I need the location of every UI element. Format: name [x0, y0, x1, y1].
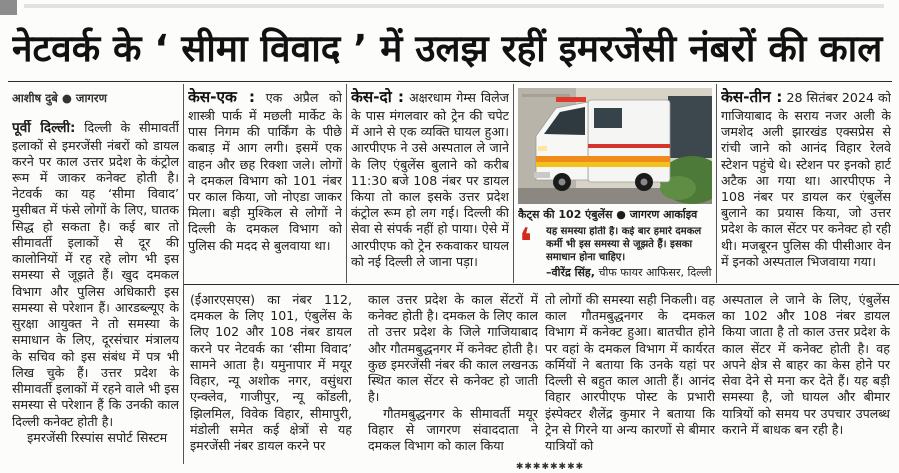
headline: नेटवर्क के ‘ सीमा विवाद ’ में उलझ रहीं इमरजेंसी नंबरों की काल: [12, 27, 883, 70]
case-two-text: अक्षरधाम गेम्स विलेज के पास मंगलवार को ट्रेन की चपेट में आने से एक व्यक्ति घायल हुआ। आरपीएफ ने उसे अस्पताल ले जाने के लिए एंबुलेंस बुलाने को करीब 11:30 बजे 108 नंबर पर डायल किया तो काल इसके उत्तर प्रदेश कंट्रोल रूम हो लग गई। दिल्ली की सेवा से संपर्क नहीं हो पाया। ऐसे में आरपीएफ को ट्रेन रुकवाकर घायल को नई दिल्ली ले जाना पड़ा।: [351, 90, 509, 269]
intro-column: [12, 120, 179, 462]
quote-author-role: चीफ फायर आफिसर, दिल्ली: [598, 266, 712, 279]
body-column-1: [190, 292, 352, 462]
case-divider: [513, 84, 514, 283]
ambulance-photo: [518, 88, 712, 204]
case-two-paragraph: [351, 88, 509, 270]
quote-text: यह समस्या होती है। कई बार हमारे दमकल कर्मी भी इस समस्या से जूझते हैं। इसका समाधान होना चाहिए।: [546, 226, 702, 263]
intro-continuation: इमरजेंसी रिस्पांस सपोर्ट सिस्टम: [27, 429, 168, 445]
quote-mark-icon: ❛: [519, 222, 533, 262]
intro-paragraph: [12, 120, 179, 430]
photo-shutter-line: [522, 94, 570, 97]
page-corner-marker: [0, 0, 17, 15]
body-column-3: [545, 292, 715, 462]
top-strip: [24, 4, 884, 8]
ambulance-front-hub: [559, 179, 566, 186]
case-divider: [346, 84, 347, 283]
ambulance-bumper: [534, 172, 550, 178]
body-paragraph: अस्पताल ले जाने के लिए, एंबुलेंस का 102 और 108 नंबर डायल किया जाता है तो काल उत्तर प्रदेश के काल सेंटर में कनेक्ट होती है। वह अपने क्षेत्र से बाहर का केस होने पर सेवा देने से मना कर देते हैं। यह बड़ी समस्या है, जो घायल और बीमार यात्रियों को समय पर उपचार उपलब्ध कराने में बाधक बन रही है।: [722, 292, 890, 437]
dateline: पूर्वी दिल्ली:: [12, 120, 76, 136]
body-column-2: [368, 292, 538, 462]
body-paragraph: तो लोगों की समस्या सही निकली। वह काल गौतमबुद्धनगर के दमकल विभाग में कनेक्ट हुआ। बातचीत होने पर वहां के दमकल विभाग में कार्यरत कर्मियों ने बताया कि उनके यहां पर दिल्ली से बहुत काल आती हैं। आनंद विहार आरपीएफ पोस्ट के प्रभारी इंस्पेक्टर शैलेंद्र कुमार ने बताया कि ट्रेन से गिरने या अन्य कारणों से बीमार यात्रियों को: [545, 292, 715, 454]
ambulance-light-bar: [556, 97, 586, 102]
quote-author: –वीरेंद्र सिंह,: [546, 266, 595, 279]
ambulance-rear-hub: [641, 179, 648, 186]
case-three-paragraph: [721, 88, 891, 270]
photo-dark-window: [668, 96, 712, 158]
case-divider: [716, 84, 717, 283]
body-column-4: [722, 292, 890, 462]
column-divider: [183, 84, 184, 464]
ambulance-side-window: [594, 108, 622, 128]
body-paragraph: काल उत्तर प्रदेश के काल सेंटरों में कनेक्ट होती है। दमकल के लिए काल तो उत्तर प्रदेश के जिले गाजियाबाद और गौतमबुद्धनगर में कनेक्ट होती है। कुछ इमरजेंसी नंबर की काल लखनऊ स्थित काल सेंटर से कनेक्ट हो जाती है।: [368, 292, 538, 405]
ambulance-yellow-stripe: [536, 162, 670, 167]
case-two-label: केस-दो :: [351, 88, 405, 106]
case-two-box: [351, 88, 509, 280]
cases-bottom-rule: [184, 284, 899, 285]
intro-body: दिल्ली के सीमावर्ती इलाकों से इमरजेंसी नंबरों को डायल करने पर काल उत्तर प्रदेश के कंट्रोल रूम में जाकर कनेक्ट होती है। नेटवर्क का यह ‘सीमा विवाद’ मुसीबत में फंसे लोगों के लिए, घातक सिद्ध हो सकता है। कई बार तो सीमावर्ती इलाकों से दूर की कालोनियों में रह रहे लोग भी इस समस्या से जूझते हैं। खुद दमकल विभाग और पुलिस अधिकारी इस समस्या से परेशान हैं। आरडब्ल्यूए के सुरक्षा आयुक्त ने तो समस्या के समाधान के लिए, दूरसंचार मंत्रालय के सचिव को इस संबंध में पत्र भी लिख चुके हैं। उत्तर प्रदेश के सीमावर्ती इलाकों में रहने वाले भी इस समस्या से परेशान हैं कि उनकी काल दिल्ली कनेक्ट होती है।: [12, 120, 179, 429]
body-paragraph: (ईआरएसएस) का नंबर 112, दमकल के लिए 101, एंबुलेंस के लिए 102 और 108 नंबर डायल करने पर नेटवर्क का ‘सीमा विवाद’ सामने आता है। यमुनापार में मयूर विहार, न्यू अशोक नगर, वसुंधरा एन्क्लेव, गाजीपुर, न्यू कोंडली, झिलमिल, विवेक विहार, सीमापुरी, मंडोली समेत कई क्षेत्रों से यह इमरजेंसी नंबर डायल करने पर: [190, 292, 352, 454]
ambulance-orange-stripe: [536, 156, 670, 162]
byline: आशीष दुबे ● जागरण: [12, 91, 107, 105]
case-three-text: 28 सितंबर 2024 को गाजियाबाद के सराय नजर अली के जमशेद अली झारखंड एक्सप्रेस से रांची जाने को आनंद विहार रेलवे स्टेशन पहुंचे थे। स्टेशन पर इनको हार्ट अटैक आ गया था। आरपीएफ ने 108 नंबर पर डायल कर एंबुलेंस बुलाने का प्रयास किया, जो उत्तर प्रदेश के काल सेंटर पर कनेक्ट हो रही थी। मजबूरन पुलिस की पीसीआर वेन में इनको अस्पताल भिजवाया गया।: [721, 90, 891, 269]
photo-caption: कैट्स की 102 एंबुलेंस ● जागरण आर्काइव: [518, 208, 698, 221]
ambulance-red-stripe: [588, 144, 670, 148]
case-one-text: एक अप्रैल को शास्त्री पार्क में मछली मार्केट के पास निगम की पार्किंग के पीछे कबाड़ में आग लगी। इसमें एक वाहन और छह रिक्शा जले। लोगों ने दमकल विभाग को 101 नंबर पर काल किया, जो नोएडा जाकर मिला। बड़ी मुश्किल से लोगों ने दिल्ली के दमकल विभाग को पुलिस की मदद से बुलवाया था।: [188, 90, 342, 253]
ambulance-headlight: [538, 146, 547, 151]
case-one-paragraph: [188, 88, 342, 254]
quote-attribution: [546, 264, 712, 281]
ambulance-photo-svg: [518, 88, 712, 204]
case-one-label: केस-एक :: [188, 88, 256, 106]
case-three-box: [721, 88, 891, 280]
headline-rule: [8, 81, 892, 82]
case-three-label: केस-तीन :: [721, 88, 783, 106]
case-one-box: [188, 88, 342, 280]
story-end-mark: ✱✱✱✱✱✱✱✱: [515, 462, 585, 472]
body-paragraph: गौतमबुद्धनगर के सीमावर्ती मयूर विहार से जागरण संवाददाता ने दमकल विभाग को काल किया: [368, 405, 538, 454]
